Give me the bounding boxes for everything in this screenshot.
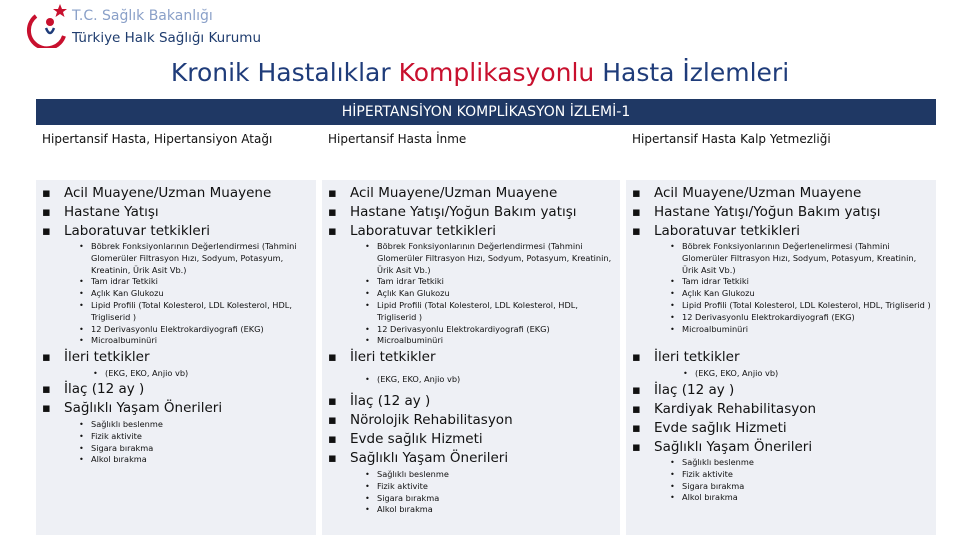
list-item: ▪ Sağlıklı Yaşam Önerileri [328,450,509,466]
square-bullet-icon: ▪ [42,224,51,239]
column-heading-1: Hipertansif Hasta, Hipertansiyon Atağı [42,132,273,146]
list-item: • Microalbuminüri [670,323,748,334]
list-item: • Tam idrar Tetkiki [365,276,444,287]
list-item: • 12 Derivasyonlu Elektrokardiyografi (EKG) [79,323,264,334]
list-item: • Lipid Profili (Total Kolesterol, LDL Kolesterol, HDL, Trigliserid ) [365,299,578,322]
list-item: ▪ Nörolojik Rehabilitasyon [328,412,513,428]
org-name-institution: Türkiye Halk Sağlığı Kurumu [72,30,262,46]
column-2-panel [322,180,620,535]
list-item: • 12 Derivasyonlu Elektrokardiyografi (EKG) [365,323,550,334]
square-bullet-icon: ▪ [42,382,51,397]
square-bullet-icon: ▪ [328,186,337,201]
square-bullet-icon: ▪ [632,383,641,398]
list-item: ▪ Hastane Yatışı [42,204,159,220]
list-item: • Böbrek Fonksiyonlarının Değerlendirmesi (Tahmini Glomerüler Filtrasyon Hızı, Sodyum, Potasyum, Kreatinin, Ürik Asit Vb.) [365,241,612,275]
list-item: ▪ Acil Muayene/Uzman Muayene [632,185,862,201]
list-item: • Açlık Kan Glukozu [670,288,755,299]
column-2-lab-tests [363,241,618,347]
list-item: • Açlık Kan Glukozu [79,288,164,299]
list-item: • Microalbuminüri [365,335,443,346]
list-item: • Tam idrar Tetkiki [670,276,749,287]
square-bullet-icon: ▪ [632,440,641,455]
square-bullet-icon: ▪ [42,401,51,416]
list-item: • 12 Derivasyonlu Elektrokardiyografi (EKG) [670,311,855,322]
column-2-lifestyle [363,469,583,516]
square-bullet-icon: ▪ [42,350,51,365]
column-2-main-list [322,184,620,241]
list-item: • Sağlıklı beslenme [670,457,754,467]
column-3-after-list [626,381,936,457]
square-bullet-icon: ▪ [328,451,337,466]
column-3-lifestyle [668,457,888,504]
title-part-2: Komplikasyonlu [398,58,595,87]
square-bullet-icon: ▪ [328,394,337,409]
column-1-lifestyle [77,419,297,466]
list-item: • (EKG, EKO, Anjio vb) [365,374,461,384]
list-item: ▪ İleri tetkikler [328,349,436,365]
list-item: • Alkol bırakma [670,492,738,503]
square-bullet-icon: ▪ [328,432,337,447]
square-bullet-icon: ▪ [632,402,641,417]
column-3-main-list [626,184,936,241]
column-2-advanced-tests [363,374,583,386]
column-1-main-list [36,184,316,241]
square-bullet-icon: ▪ [632,205,641,220]
list-item: ▪ Sağlıklı Yaşam Önerileri [42,400,223,416]
list-item: • Açlık Kan Glukozu [365,288,450,299]
list-item: ▪ Laboratuvar tetkikleri [632,223,801,239]
list-item: ▪ Hastane Yatışı/Yoğun Bakım yatışı [632,204,881,220]
title-part-1: Kronik Hastalıklar [170,58,399,87]
list-item: • Fizik aktivite [365,480,428,491]
column-2-after-list [322,392,620,468]
column-1-after-list [36,380,316,418]
list-item: • Lipid Profili (Total Kolesterol, LDL Kolesterol, HDL, Trigliserid ) [79,299,292,322]
page-title [0,58,960,87]
list-item: ▪ Acil Muayene/Uzman Muayene [42,185,272,201]
list-item: • Lipid Profili (Total Kolesterol, LDL Kolesterol, HDL, Trigliserid ) [670,299,931,310]
list-item: ▪ İlaç (12 ay ) [328,393,431,409]
section-banner: HİPERTANSİYON KOMPLİKASYON İZLEMİ-1 [36,99,936,125]
list-item: • Fizik aktivite [670,468,733,479]
square-bullet-icon: ▪ [328,205,337,220]
list-item: ▪ Laboratuvar tetkikleri [42,223,211,239]
square-bullet-icon: ▪ [328,350,337,365]
list-item: • Alkol bırakma [79,454,147,465]
list-item: ▪ İlaç (12 ay ) [42,381,145,397]
list-item: • Sigara bırakma [365,492,440,503]
list-item: ▪ Evde sağlık Hizmeti [328,431,483,447]
list-item: • Sigara bırakma [79,442,154,453]
title-part-3: Hasta İzlemleri [594,58,790,87]
square-bullet-icon: ▪ [632,350,641,365]
column-3-panel [626,180,936,535]
column-heading-3: Hipertansif Hasta Kalp Yetmezliği [632,132,831,146]
square-bullet-icon: ▪ [328,224,337,239]
column-heading-2: Hipertansif Hasta İnme [328,132,467,146]
square-bullet-icon: ▪ [328,413,337,428]
list-item: • Alkol bırakma [365,504,433,515]
list-item: ▪ İleri tetkikler [632,349,740,365]
list-item: • (EKG, EKO, Anjio vb) [93,368,189,378]
list-item: ▪ Kardiyak Rehabilitasyon [632,401,817,417]
list-item: ▪ İleri tetkikler [42,349,150,365]
list-item: • (EKG, EKO, Anjio vb) [683,368,779,378]
list-item: • Fizik aktivite [79,430,142,441]
column-1-advanced [36,348,316,367]
square-bullet-icon: ▪ [632,224,641,239]
list-item: ▪ İlaç (12 ay ) [632,382,735,398]
column-1-advanced-tests [91,368,311,380]
list-item: • Tam idrar Tetkiki [79,276,158,287]
column-3-advanced-tests [681,368,901,380]
org-name-ministry: T.C. Sağlık Bakanlığı [72,8,213,24]
square-bullet-icon: ▪ [42,186,51,201]
list-item: ▪ Evde sağlık Hizmeti [632,420,787,436]
list-item: • Sağlıklı beslenme [79,419,163,429]
list-item: ▪ Laboratuvar tetkikleri [328,223,497,239]
list-item: • Böbrek Fonksiyonlarının Değerlenelirmesi (Tahmini Glomerüler Filtrasyon Hızı, Sodyum, Potasyum, Kreatinin, Ürik Asit Vb.) [670,241,917,275]
list-item: • Sigara bırakma [670,480,745,491]
list-item: • Böbrek Fonksiyonlarının Değerlendirmesi (Tahmini Glomerüler Filtrasyon Hızı, Sodyum, Potasyum, Kreatinin, Ürik Asit Vb.) [79,241,297,275]
column-2-advanced [322,348,620,367]
list-item: ▪ Acil Muayene/Uzman Muayene [328,185,558,201]
square-bullet-icon: ▪ [42,205,51,220]
ministry-logo-icon [26,2,74,48]
column-3-lab-tests [668,241,932,335]
column-1-lab-tests [77,241,309,347]
column-1-panel [36,180,316,535]
square-bullet-icon: ▪ [632,186,641,201]
list-item: • Sağlıklı beslenme [365,469,449,479]
list-item: ▪ Sağlıklı Yaşam Önerileri [632,439,813,455]
list-item: ▪ Hastane Yatışı/Yoğun Bakım yatışı [328,204,577,220]
column-3-advanced [626,348,936,367]
list-item: • Microalbuminüri [79,335,157,346]
square-bullet-icon: ▪ [632,421,641,436]
